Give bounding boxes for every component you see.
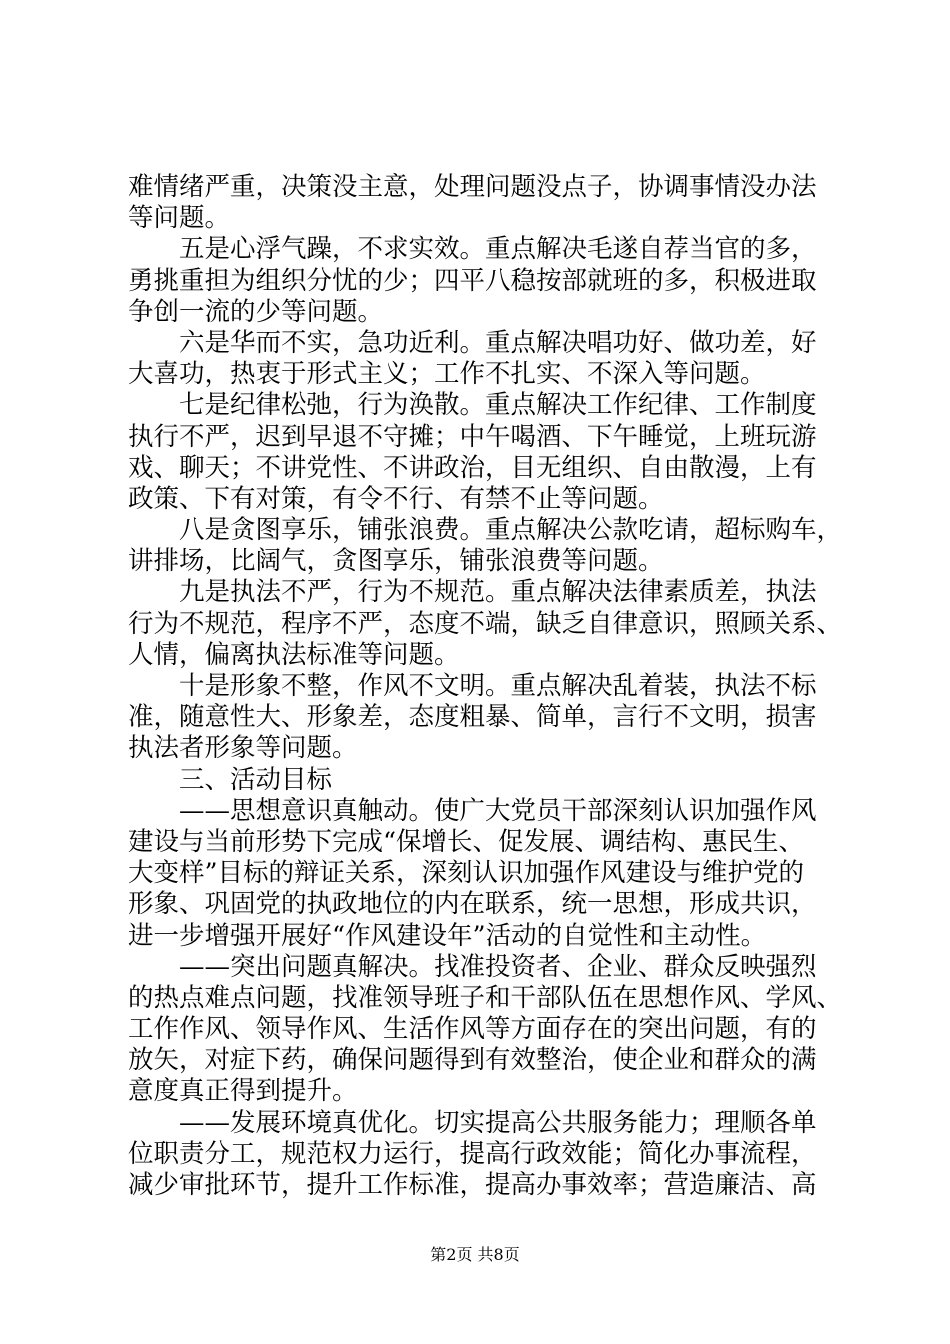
text-line: 位职责分工，规范权力运行，提高行政效能；简化办事流程， <box>128 1138 817 1169</box>
text-line: 进一步增强开展好“作风建设年”活动的自觉性和主动性。 <box>128 920 767 951</box>
text-line: 争创一流的少等问题。 <box>128 296 384 327</box>
text-line: 执行不严，迟到早退不守摊；中午喝酒、下午睡觉，上班玩游 <box>128 421 817 452</box>
text-line: 九是执法不严，行为不规范。重点解决法律素质差，执法 <box>128 577 817 608</box>
text-line: 等问题。 <box>128 203 231 234</box>
text-line: 放矢，对症下药，确保问题得到有效整治，使企业和群众的满 <box>128 1045 817 1076</box>
text-line: 准，随意性大、形象差，态度粗暴、简单，言行不文明，损害 <box>128 702 817 733</box>
text-line: 政策、下有对策，有令不行、有禁不止等问题。 <box>128 483 664 514</box>
text-line: 难情绪严重，决策没主意，处理问题没点子，协调事情没办法 <box>128 172 817 202</box>
text-line: 意度真正得到提升。 <box>128 1076 358 1107</box>
text-line: 讲排场，比阔气，贪图享乐，铺张浪费等问题。 <box>128 546 664 577</box>
text-line: 减少审批环节，提升工作标准，提高办事效率；营造廉洁、高 <box>128 1170 817 1200</box>
text-line: 大喜功，热衷于形式主义；工作不扎实、不深入等问题。 <box>128 359 766 390</box>
text-line: 七是纪律松弛，行为涣散。重点解决工作纪律、工作制度 <box>128 390 817 421</box>
text-line: 行为不规范，程序不严，态度不端，缺乏自律意识，照顾关系、 <box>128 608 843 639</box>
text-line: 的热点难点问题，找准领导班子和干部队伍在思想作风、学风、 <box>128 982 843 1013</box>
text-line: 五是心浮气躁，不求实效。重点解决毛遂自荐当官的多， <box>128 234 817 265</box>
text-line: ——思想意识真触动。使广大党员干部深刻认识加强作风 <box>128 795 817 826</box>
text-line: 人情，偏离执法标准等问题。 <box>128 639 460 670</box>
text-line: 戏、聊天；不讲党性、不讲政治，目无组织、自由散漫，上有 <box>128 452 817 483</box>
text-line: 形象、巩固党的执政地位的内在联系，统一思想，形成共识， <box>128 889 817 920</box>
text-line: 六是华而不实，急功近利。重点解决唱功好、做功差，好 <box>128 327 817 358</box>
text-line: 大变样”目标的辩证关系，深刻认识加强作风建设与维护党的 <box>128 858 805 889</box>
text-line: 执法者形象等问题。 <box>128 733 358 764</box>
text-line: 十是形象不整，作风不文明。重点解决乱着装，执法不标 <box>128 671 817 701</box>
text-line: ——发展环境真优化。切实提高公共服务能力；理顺各单 <box>128 1107 817 1138</box>
text-line: 八是贪图享乐，铺张浪费。重点解决公款吃请，超标购车， <box>128 515 843 546</box>
text-line: 勇挑重担为组织分忧的少；四平八稳按部就班的多，积极进取 <box>128 265 817 296</box>
text-line: 建设与当前形势下完成“保增长、促发展、调结构、惠民生、 <box>128 826 805 857</box>
text-line: 工作作风、领导作风、生活作风等方面存在的突出问题，有的 <box>128 1014 817 1045</box>
text-line: 三、活动目标 <box>128 764 333 795</box>
page-number-footer: 第2页 共8页 <box>430 1245 520 1264</box>
text-line: ——突出问题真解决。找准投资者、企业、群众反映强烈 <box>128 951 817 982</box>
document-body <box>128 172 843 1201</box>
